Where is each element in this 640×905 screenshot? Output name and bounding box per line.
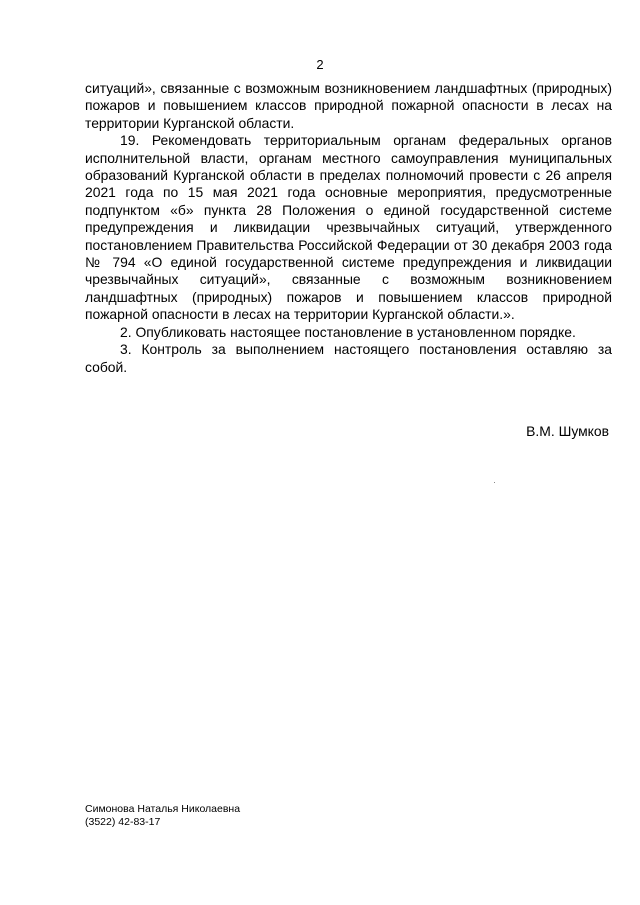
document-body: [85, 80, 612, 376]
signature-name: В.М. Шумков: [526, 423, 609, 439]
executor-footer: [85, 803, 240, 829]
executor-name: Симонова Наталья Николаевна: [85, 803, 241, 815]
page-number: 2: [316, 57, 324, 72]
scan-speck: [494, 482, 495, 483]
paragraph-item-19: 19. Рекомендовать территориальным органам федеральных органов исполнительной власти, органам местного самоуправления муниципальных образований Курганской области в пределах полномочий провести с 26 апреля 2021 года по 15 мая 2021 года основные мероприятия, предусмотренные подпунктом «б» пункта 28 Положения о единой государственной системе предупреждения и ликвидации чрезвычайных ситуаций, утвержденного постановлением Правительства Российской Федерации от 30 декабря 2003 года № 794 «О единой государственной системе предупреждения и ликвидации чрезвычайных ситуаций», связанные с возможным возникновением ландшафтных (природных) пожаров и повышением классов природной пожарной опасности в лесах на территории Курганской области.».: [85, 132, 612, 323]
paragraph-item-2: 2. Опубликовать настоящее постановление в установленном порядке.: [120, 323, 576, 340]
paragraph-continuation: ситуаций», связанные с возможным возникновением ландшафтных (природных) пожаров и повышением классов природной пожарной опасности в лесах на территории Курганской области.: [85, 80, 612, 131]
paragraph-item-3: 3. Контроль за выполнением настоящего постановления оставляю за собой.: [85, 341, 612, 375]
executor-phone: (3522) 42-83-17: [85, 816, 161, 828]
